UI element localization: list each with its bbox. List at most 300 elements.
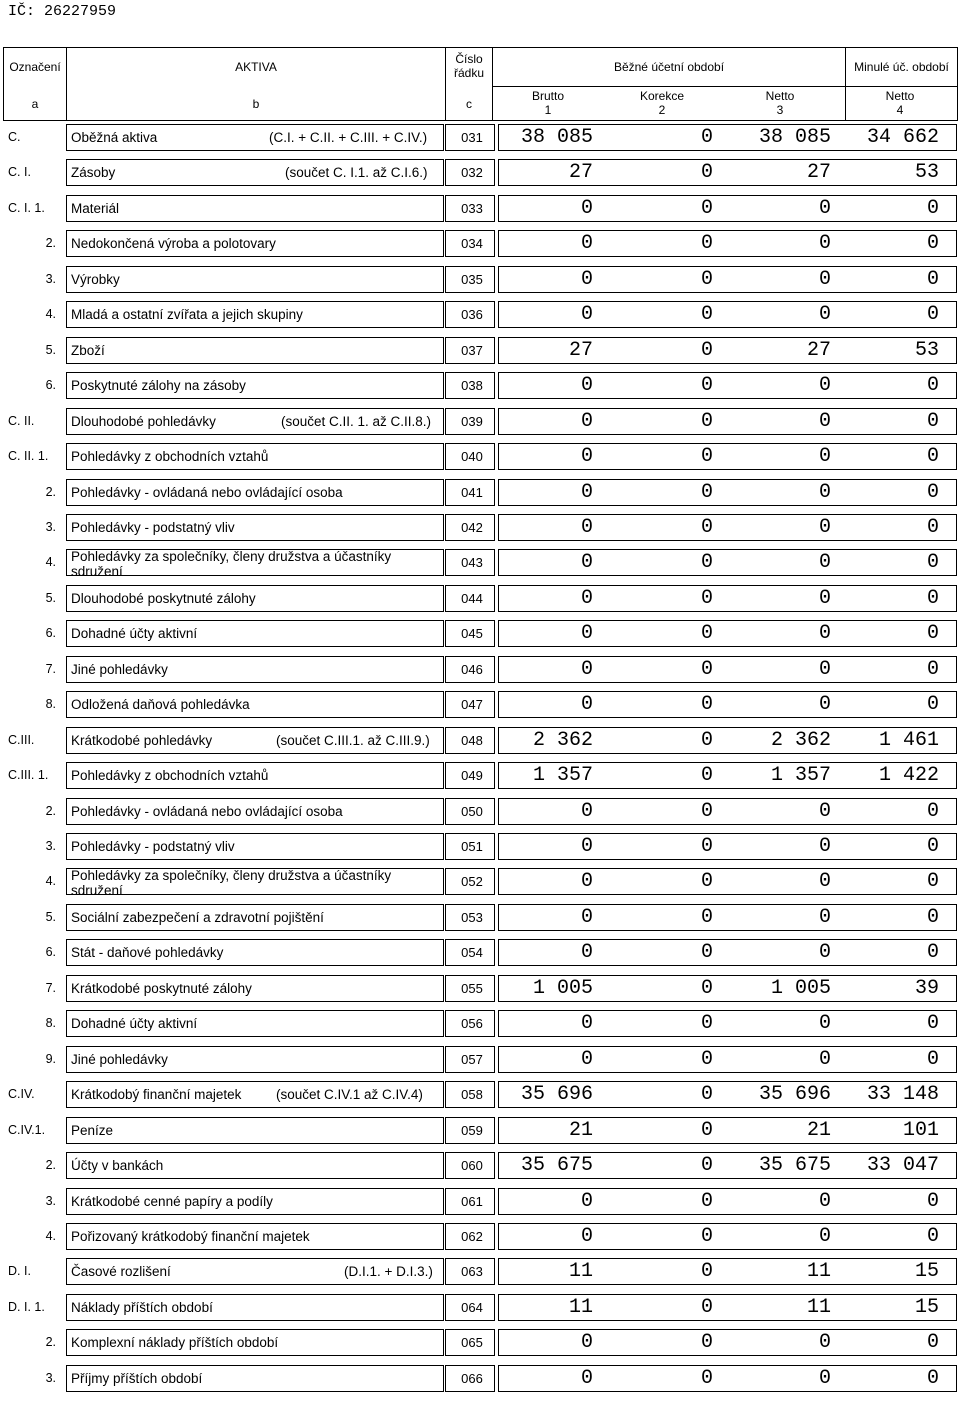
row-number: 056 xyxy=(461,1016,483,1032)
netto-prev-value: 0 xyxy=(926,232,939,256)
row-code: 7. xyxy=(45,980,56,995)
korekce-value: 0 xyxy=(700,1047,713,1071)
korekce-value: 0 xyxy=(700,764,713,788)
row-code: 4. xyxy=(45,555,56,570)
row-name: Příjmy příštích období xyxy=(71,1370,203,1386)
korekce-value: 0 xyxy=(700,1118,713,1142)
row-code: 7. xyxy=(45,661,56,676)
row-name: Pohledávky - podstatný vliv xyxy=(71,839,235,854)
brutto-value: 27 xyxy=(568,161,593,185)
netto-value: 0 xyxy=(818,480,831,504)
table-row xyxy=(3,1361,957,1396)
row-name: Pohledávky za společníky, členy družstva a účastníky sdružení xyxy=(71,868,392,899)
netto-value: 0 xyxy=(818,1047,831,1071)
table-row xyxy=(3,1113,957,1148)
row-number: 061 xyxy=(461,1193,483,1209)
row-name: Dlouhodobé poskytnuté zálohy xyxy=(71,590,256,606)
netto-prev-value: 15 xyxy=(914,1260,939,1284)
netto-prev-value: 0 xyxy=(926,1224,939,1248)
table-row xyxy=(3,971,957,1006)
row-code: C. II. xyxy=(8,413,35,428)
netto-value: 27 xyxy=(806,161,831,185)
netto-value: 0 xyxy=(818,622,831,646)
header-brutto: Brutto 1 xyxy=(531,89,564,117)
netto-prev-value: 0 xyxy=(926,905,939,929)
netto-prev-value: 0 xyxy=(926,1012,939,1036)
row-number: 049 xyxy=(461,768,483,784)
header-bezne-obdobi: Běžné účetní období xyxy=(613,60,725,74)
brutto-value: 0 xyxy=(580,267,593,291)
row-number: 064 xyxy=(461,1299,483,1315)
korekce-value: 0 xyxy=(700,1189,713,1213)
brutto-value: 0 xyxy=(580,232,593,256)
brutto-value: 0 xyxy=(580,1366,593,1390)
netto-value: 0 xyxy=(818,232,831,256)
netto-prev-value: 1 422 xyxy=(878,764,939,788)
korekce-value: 0 xyxy=(700,1260,713,1284)
netto-value: 1 357 xyxy=(770,764,831,788)
brutto-value: 0 xyxy=(580,374,593,398)
brutto-value: 35 675 xyxy=(520,1154,593,1178)
korekce-value: 0 xyxy=(700,480,713,504)
table-row xyxy=(3,1254,957,1289)
row-name: Pohledávky - ovládaná nebo ovládající osoba xyxy=(71,803,343,819)
netto-value: 0 xyxy=(818,1224,831,1248)
netto-prev-value: 0 xyxy=(926,941,939,965)
table-row xyxy=(3,1290,957,1325)
row-name: Časové rozlišení xyxy=(71,1264,171,1280)
brutto-value: 0 xyxy=(580,586,593,610)
row-code: 6. xyxy=(45,626,56,641)
netto-prev-value: 0 xyxy=(926,799,939,823)
korekce-value: 0 xyxy=(700,1366,713,1390)
brutto-value: 0 xyxy=(580,905,593,929)
row-name: Krátkodobé pohledávky xyxy=(71,732,213,748)
netto-prev-value: 33 148 xyxy=(866,1083,939,1107)
row-number: 035 xyxy=(461,271,483,287)
korekce-value: 0 xyxy=(700,1083,713,1107)
netto-prev-value: 0 xyxy=(926,303,939,327)
korekce-value: 0 xyxy=(700,1295,713,1319)
table-row xyxy=(3,475,957,510)
brutto-value: 0 xyxy=(580,622,593,646)
row-code: C.IV. xyxy=(8,1087,35,1102)
table-row xyxy=(3,900,957,935)
row-code: C. II. 1. xyxy=(8,449,49,464)
header-col-a: a xyxy=(31,97,39,111)
netto-prev-value: 0 xyxy=(926,1189,939,1213)
row-code: 8. xyxy=(45,697,56,712)
netto-prev-value: 0 xyxy=(926,1366,939,1390)
row-code: D. I. xyxy=(8,1264,31,1279)
table-row xyxy=(3,794,957,829)
row-code: C. I. xyxy=(8,165,31,180)
row-code: 2. xyxy=(45,803,56,818)
korekce-value: 0 xyxy=(700,1331,713,1355)
row-name: Dlouhodobé pohledávky xyxy=(71,413,216,429)
row-code: 2. xyxy=(45,236,56,251)
korekce-value: 0 xyxy=(700,622,713,646)
header-right-border xyxy=(957,47,958,120)
row-code: D. I. 1. xyxy=(8,1299,45,1314)
korekce-value: 0 xyxy=(700,1224,713,1248)
korekce-value: 0 xyxy=(700,799,713,823)
brutto-value: 0 xyxy=(580,1012,593,1036)
brutto-value: 0 xyxy=(580,445,593,469)
netto-prev-value: 53 xyxy=(914,161,939,185)
netto-value: 0 xyxy=(818,870,831,894)
netto-value: 0 xyxy=(818,941,831,965)
row-name: Pohledávky z obchodních vztahů xyxy=(71,768,269,784)
korekce-value: 0 xyxy=(700,551,713,575)
table-row xyxy=(3,581,957,616)
netto-value: 35 696 xyxy=(758,1083,831,1107)
row-code: 8. xyxy=(45,1016,56,1031)
row-number: 057 xyxy=(461,1051,483,1067)
korekce-value: 0 xyxy=(700,374,713,398)
row-number: 052 xyxy=(461,874,483,890)
netto-value: 0 xyxy=(818,1012,831,1036)
korekce-value: 0 xyxy=(700,161,713,185)
netto-value: 0 xyxy=(818,693,831,717)
netto-prev-value: 1 461 xyxy=(878,728,939,752)
company-id: IČ: 26227959 xyxy=(8,3,117,20)
brutto-value: 0 xyxy=(580,1224,593,1248)
header-top-border xyxy=(3,47,957,48)
row-number: 033 xyxy=(461,200,483,216)
netto-prev-value: 39 xyxy=(914,976,939,1000)
row-code: 3. xyxy=(45,271,56,286)
row-number: 042 xyxy=(461,519,483,535)
brutto-value: 0 xyxy=(580,196,593,220)
table-row xyxy=(3,333,957,368)
table-row xyxy=(3,1325,957,1360)
row-name: Mladá a ostatní zvířata a jejich skupiny xyxy=(71,307,303,323)
table-row xyxy=(3,545,957,580)
row-name: Krátkodobé cenné papíry a podíly xyxy=(71,1193,273,1209)
table-row xyxy=(3,758,957,793)
row-number: 048 xyxy=(461,732,483,748)
netto-prev-value: 0 xyxy=(926,267,939,291)
korekce-value: 0 xyxy=(700,976,713,1000)
netto-prev-value: 0 xyxy=(926,586,939,610)
table-row xyxy=(3,652,957,687)
row-code: 4. xyxy=(45,307,56,322)
row-code: 5. xyxy=(45,909,56,924)
netto-value: 0 xyxy=(818,905,831,929)
table-row xyxy=(3,616,957,651)
row-code: C. I. 1. xyxy=(8,200,45,215)
table-row xyxy=(3,829,957,864)
row-code: 4. xyxy=(45,874,56,889)
brutto-value: 27 xyxy=(568,338,593,362)
row-name: Účty v bankách xyxy=(71,1158,164,1174)
korekce-value: 0 xyxy=(700,409,713,433)
table-row xyxy=(3,1006,957,1041)
row-name: Krátkodobé poskytnuté zálohy xyxy=(71,980,252,996)
netto-value: 0 xyxy=(818,303,831,327)
row-number: 031 xyxy=(461,130,483,145)
netto-value: 38 085 xyxy=(758,126,831,149)
header-minule-obdobi: Minulé úč. období xyxy=(854,60,949,74)
brutto-value: 11 xyxy=(568,1260,593,1284)
row-name: Pohledávky - ovládaná nebo ovládající osoba xyxy=(71,484,343,500)
netto-value: 0 xyxy=(818,657,831,681)
row-code: C.III. 1. xyxy=(8,768,49,783)
table-row xyxy=(3,262,957,297)
row-number: 050 xyxy=(461,803,483,819)
row-number: 058 xyxy=(461,1087,483,1103)
korekce-value: 0 xyxy=(700,728,713,752)
header-netto-prev: Netto 4 xyxy=(885,89,915,117)
netto-prev-value: 101 xyxy=(902,1118,939,1142)
korekce-value: 0 xyxy=(700,126,713,149)
brutto-value: 21 xyxy=(568,1118,593,1142)
row-name: Náklady příštích období xyxy=(71,1299,213,1315)
row-sum-formula: (D.I.1. + D.I.3.) xyxy=(344,1264,433,1280)
korekce-value: 0 xyxy=(700,870,713,894)
netto-value: 1 005 xyxy=(770,976,831,1000)
row-number: 036 xyxy=(461,307,483,323)
row-code: 4. xyxy=(45,1228,56,1243)
table-row xyxy=(3,155,957,190)
brutto-value: 0 xyxy=(580,515,593,539)
netto-value: 0 xyxy=(818,445,831,469)
header-col-b: b xyxy=(252,97,260,111)
row-number: 032 xyxy=(461,165,483,181)
netto-prev-value: 34 662 xyxy=(866,126,939,149)
netto-value: 0 xyxy=(818,515,831,539)
row-code: 2. xyxy=(45,1158,56,1173)
header-divider-b xyxy=(445,47,446,120)
row-code: 3. xyxy=(45,1193,56,1208)
korekce-value: 0 xyxy=(700,338,713,362)
korekce-value: 0 xyxy=(700,657,713,681)
netto-value: 0 xyxy=(818,799,831,823)
netto-prev-value: 0 xyxy=(926,622,939,646)
netto-prev-value: 0 xyxy=(926,693,939,717)
netto-value: 0 xyxy=(818,1331,831,1355)
netto-prev-value: 0 xyxy=(926,1047,939,1071)
row-sum-formula: (C.I. + C.II. + C.III. + C.IV.) xyxy=(269,130,428,145)
korekce-value: 0 xyxy=(700,1012,713,1036)
row-sum-formula: (součet C.III.1. až C.III.9.) xyxy=(276,732,430,748)
header-aktiva: AKTIVA xyxy=(235,60,277,74)
header-subrow-line xyxy=(492,86,957,87)
brutto-value: 11 xyxy=(568,1295,593,1319)
netto-prev-value: 53 xyxy=(914,338,939,362)
table-row xyxy=(3,864,957,899)
korekce-value: 0 xyxy=(700,1154,713,1178)
netto-value: 0 xyxy=(818,267,831,291)
header-divider-c xyxy=(492,47,493,120)
netto-value: 0 xyxy=(818,374,831,398)
row-name: Nedokončená výroba a polotovary xyxy=(71,236,276,252)
row-code: 6. xyxy=(45,945,56,960)
row-name: Výrobky xyxy=(71,271,120,287)
netto-value: 0 xyxy=(818,551,831,575)
row-name: Stát - daňové pohledávky xyxy=(71,945,224,961)
netto-prev-value: 0 xyxy=(926,870,939,894)
table-row xyxy=(3,404,957,439)
brutto-value: 0 xyxy=(580,303,593,327)
netto-value: 0 xyxy=(818,586,831,610)
row-number: 041 xyxy=(461,484,483,500)
netto-value: 27 xyxy=(806,338,831,362)
row-name: Odložená daňová pohledávka xyxy=(71,697,250,713)
korekce-value: 0 xyxy=(700,693,713,717)
header-netto: Netto 3 xyxy=(765,89,795,117)
row-code: 5. xyxy=(45,342,56,357)
netto-prev-value: 0 xyxy=(926,445,939,469)
brutto-value: 0 xyxy=(580,693,593,717)
row-code: 5. xyxy=(45,590,56,605)
brutto-value: 38 085 xyxy=(520,126,593,149)
row-number: 066 xyxy=(461,1370,483,1386)
row-number: 051 xyxy=(461,839,483,854)
row-number: 065 xyxy=(461,1335,483,1351)
row-sum-formula: (součet C.IV.1 až C.IV.4) xyxy=(276,1087,423,1103)
brutto-value: 35 696 xyxy=(520,1083,593,1107)
row-name: Krátkodobý finanční majetek xyxy=(71,1087,242,1103)
row-number: 055 xyxy=(461,980,483,996)
netto-prev-value: 0 xyxy=(926,835,939,858)
table-row xyxy=(3,1219,957,1254)
row-code: C.IV.1. xyxy=(8,1122,46,1137)
row-name: Peníze xyxy=(71,1122,114,1138)
row-number: 039 xyxy=(461,413,483,429)
row-name: Materiál xyxy=(71,200,120,216)
row-name-box xyxy=(66,337,444,364)
table-row xyxy=(3,687,957,722)
netto-prev-value: 0 xyxy=(926,657,939,681)
row-name-box xyxy=(66,266,444,293)
netto-value: 2 362 xyxy=(770,728,831,752)
row-name: Zboží xyxy=(71,342,105,358)
row-name: Pohledávky za společníky, členy družstva a účastníky sdružení xyxy=(71,549,392,580)
header-oznaceni: Označení xyxy=(9,60,61,74)
brutto-value: 0 xyxy=(580,657,593,681)
brutto-value: 0 xyxy=(580,799,593,823)
table-row xyxy=(3,439,957,474)
brutto-value: 0 xyxy=(580,870,593,894)
row-number: 040 xyxy=(461,449,483,465)
korekce-value: 0 xyxy=(700,196,713,220)
netto-prev-value: 0 xyxy=(926,196,939,220)
netto-prev-value: 0 xyxy=(926,409,939,433)
table-row xyxy=(3,510,957,545)
netto-value: 0 xyxy=(818,1189,831,1213)
netto-prev-value: 0 xyxy=(926,1331,939,1355)
table-row xyxy=(3,1077,957,1112)
row-code: C.III. xyxy=(8,732,35,747)
header-korekce: Korekce 2 xyxy=(639,89,685,117)
row-name: Dohadné účty aktivní xyxy=(71,626,198,642)
korekce-value: 0 xyxy=(700,232,713,256)
table-row xyxy=(3,1148,957,1183)
row-number: 063 xyxy=(461,1264,483,1280)
netto-prev-value: 0 xyxy=(926,515,939,539)
table-row xyxy=(3,191,957,226)
row-number: 059 xyxy=(461,1122,483,1138)
netto-value: 35 675 xyxy=(758,1154,831,1178)
netto-value: 0 xyxy=(818,835,831,858)
brutto-value: 0 xyxy=(580,551,593,575)
row-name-box xyxy=(66,1117,444,1144)
netto-prev-value: 15 xyxy=(914,1295,939,1319)
row-name: Jiné pohledávky xyxy=(71,1051,168,1067)
netto-prev-value: 33 047 xyxy=(866,1154,939,1178)
row-name: Pořizovaný krátkodobý finanční majetek xyxy=(71,1228,310,1244)
netto-value: 0 xyxy=(818,196,831,220)
korekce-value: 0 xyxy=(700,267,713,291)
row-name: Poskytnuté zálohy na zásoby xyxy=(71,378,246,394)
row-code: 2. xyxy=(45,484,56,499)
row-number: 047 xyxy=(461,697,483,713)
row-name: Jiné pohledávky xyxy=(71,661,168,677)
netto-value: 21 xyxy=(806,1118,831,1142)
header-col-c: c xyxy=(466,97,472,111)
brutto-value: 0 xyxy=(580,1047,593,1071)
netto-value: 0 xyxy=(818,409,831,433)
table-row xyxy=(3,1042,957,1077)
korekce-value: 0 xyxy=(700,835,713,858)
netto-prev-value: 0 xyxy=(926,480,939,504)
netto-prev-value: 0 xyxy=(926,551,939,575)
korekce-value: 0 xyxy=(700,905,713,929)
brutto-value: 0 xyxy=(580,941,593,965)
row-number: 046 xyxy=(461,661,483,677)
korekce-value: 0 xyxy=(700,941,713,965)
row-name: Zásoby xyxy=(71,165,116,181)
row-name: Pohledávky - podstatný vliv xyxy=(71,519,235,535)
netto-value: 0 xyxy=(818,1366,831,1390)
brutto-value: 0 xyxy=(580,480,593,504)
row-name: Pohledávky z obchodních vztahů xyxy=(71,449,269,465)
row-code: 9. xyxy=(45,1051,56,1066)
row-number: 044 xyxy=(461,590,483,606)
brutto-value: 0 xyxy=(580,835,593,858)
brutto-value: 0 xyxy=(580,409,593,433)
row-number: 043 xyxy=(461,555,483,571)
table-row xyxy=(3,120,957,155)
row-number: 054 xyxy=(461,945,483,961)
row-number: 037 xyxy=(461,342,483,358)
header-cislo-radku: Číslo řádku xyxy=(453,52,485,80)
row-number: 060 xyxy=(461,1158,483,1174)
korekce-value: 0 xyxy=(700,586,713,610)
row-number: 045 xyxy=(461,626,483,642)
netto-value: 11 xyxy=(806,1260,831,1284)
row-name: Dohadné účty aktivní xyxy=(71,1016,198,1032)
netto-value: 11 xyxy=(806,1295,831,1319)
korekce-value: 0 xyxy=(700,445,713,469)
row-sum-formula: (součet C.II. 1. až C.II.8.) xyxy=(281,413,432,429)
row-number: 062 xyxy=(461,1228,483,1244)
row-code: 3. xyxy=(45,1370,56,1385)
row-name: Komplexní náklady příštích období xyxy=(71,1335,279,1351)
row-name: Sociální zabezpečení a zdravotní pojištění xyxy=(71,909,324,925)
table-row xyxy=(3,368,957,403)
table-row xyxy=(3,226,957,261)
row-code: 6. xyxy=(45,378,56,393)
row-name-box xyxy=(66,195,444,222)
brutto-value: 0 xyxy=(580,1189,593,1213)
row-number: 038 xyxy=(461,378,483,394)
netto-prev-value: 0 xyxy=(926,374,939,398)
table-row xyxy=(3,723,957,758)
table-row xyxy=(3,935,957,970)
